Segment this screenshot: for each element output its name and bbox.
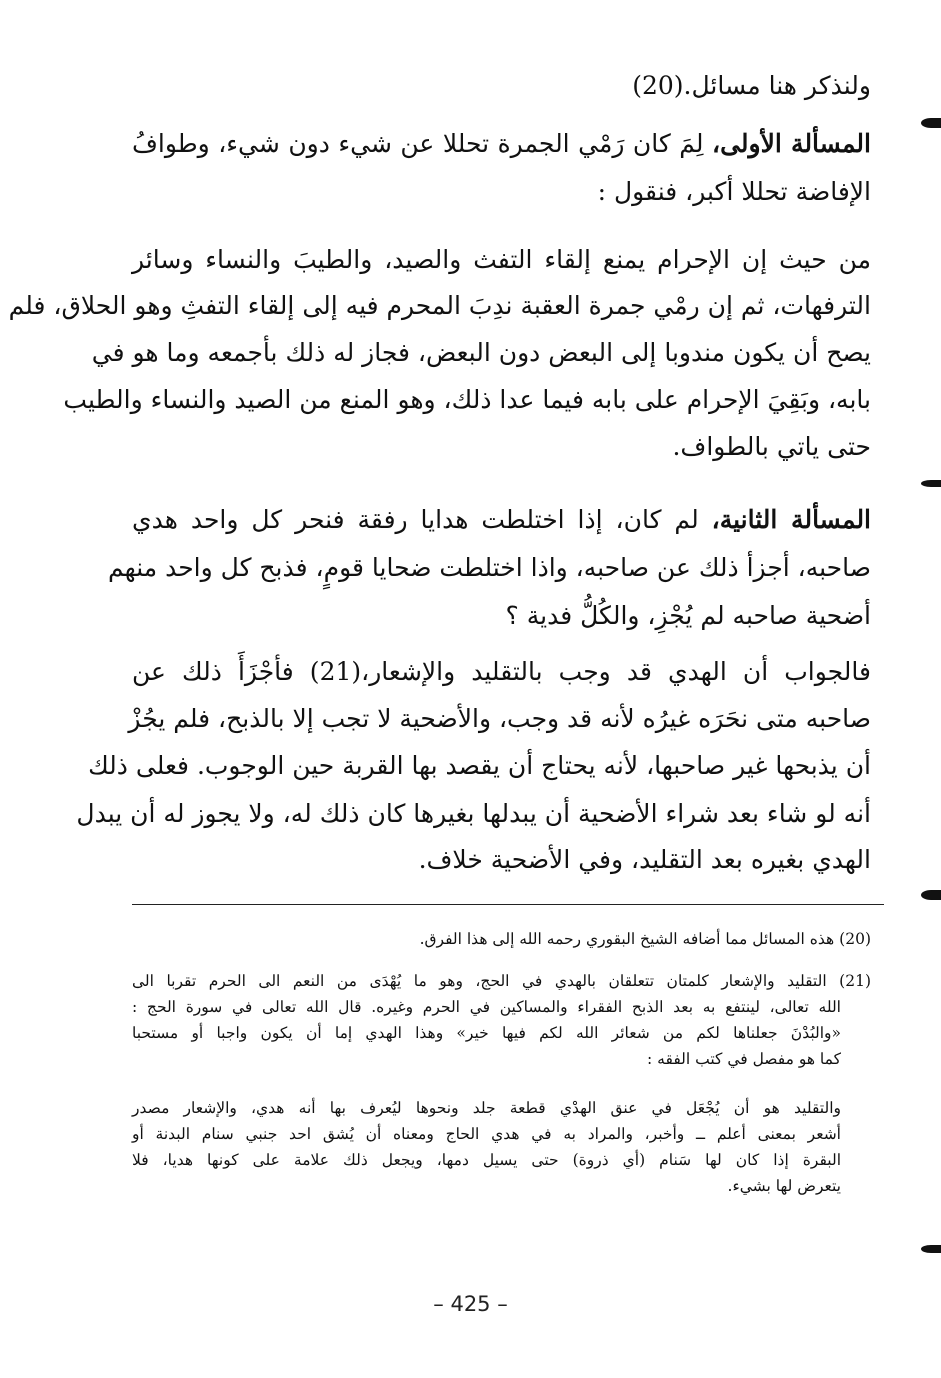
paragraph-2-line-2: الترفهات، ثم إن رمْي جمرة العقبة ندِبَ المحرم فيه إلى إلقاء التفثِ وهو الحلاق، فلم [8, 291, 871, 320]
question-2-text: لم كان، إذا اختلطت هدايا رفقة فنحر كل واحد هدي [132, 505, 699, 534]
footnote-21-line-8: يتعرض لها بشيء. [727, 1177, 841, 1195]
footnote-21-line-4: كما هو مفصل في كتب الفقه : [647, 1050, 841, 1068]
question-2-line-2: صاحبه، أجزأ ذلك عن صاحبه، واذا اختلطت ضحايا قومٍ، فذبح كل واحد منهم [108, 553, 871, 582]
question-1-text: لِمَ كان رَمْي الجمرة تحللا عن شيء دون شيء، وطوافُ [132, 129, 704, 158]
footnote-21-line-6: أشعر بمعنى أعلم ــ وأخبر، والمراد به في هدي الحاج ومعناه أن يُشق احد جنبي سنام البدنة أو [132, 1125, 841, 1143]
paragraph-2-line-3: يصح أن يكون مندوبا إلى البعض دون البعض، فجاز له ذلك بأجمعه وما هو في [91, 338, 871, 367]
answer-line-2: صاحبه متى نحَرَه غيرُه لأنه قد وجب، والأضحية لا تجب إلا بالذبح، فلم يجُزْ [128, 704, 871, 733]
answer-line-4: أنه لو شاء بعد شراء الأضحية أن يبدلها بغيرها كان ذلك له، ولا يجوز له أن يبدل [76, 799, 871, 828]
footnote-21-line-5: والتقليد هو أن يُجْعَل في عنق الهدْي قطعة جلد ونحوها ليُعرف بها أنه هدي، والإشعار مصدر [132, 1099, 841, 1117]
footnote-21-line-7: البقرة إذا كان لها سَنام (أي ذروة) حتى يسيل دمها، ويجعل ذلك علامة على كونها هديا، فلا [132, 1151, 841, 1169]
question-2-heading: المسألة الثانية، [711, 505, 872, 534]
scan-edge-mark [921, 118, 941, 128]
scan-edge-mark [921, 890, 941, 900]
scan-edge-mark [921, 480, 941, 487]
paragraph-2-line-5: حتى ياتي بالطواف. [672, 432, 871, 461]
question-1-heading: المسألة الأولى، [712, 129, 871, 158]
question-2-line-3: أضحية صاحبه لم يُجْزِ، والكُلُّ فدية ؟ [505, 601, 871, 630]
footnote-21-line-3: «والبُدْنَ جعلناها لكم من شعائر الله لكم فيها خير» وهذا الهدي إما أن يكون واجبا أو مستحبا [132, 1024, 841, 1042]
footnote-21-line-1: (21) التقليد والإشعار كلمتان تتعلقان بالهدي في الحج، وهو ما يُهْدَى من النعم الى الحرم تقربا الى [132, 972, 871, 990]
scan-edge-mark [921, 1245, 941, 1253]
answer-line-1: فالجواب أن الهدي قد وجب بالتقليد والإشعار،(21) فأجْزَأَ ذلك عن [132, 657, 871, 686]
footnote-21-line-2: الله تعالى، لينتفع به بعد الذبح الفقراء والمساكين في الحرم وغيره. قال الله تعالى في سورة الحج : [132, 998, 841, 1016]
footnote-20: (20) هذه المسائل مما أضافه الشيخ البقوري رحمه الله إلى هذا الفرق. [419, 930, 871, 948]
paragraph-2-line-1: من حيث إن الإحرام يمنع إلقاء التفث والصيد، والطيبَ والنساء وسائر [132, 245, 871, 274]
answer-line-5: الهدي بغيره بعد التقليد، وفي الأضحية خلاف. [418, 845, 871, 874]
answer-line-3: أن يذبحها غير صاحبها، لأنه يحتاج أن يقصد بها القربة حين الوجوب. فعلى ذلك [88, 751, 871, 780]
paragraph-2-line-4: بابه، وبَقِيَ الإحرام على بابه فيما عدا ذلك، وهو المنع من الصيد والنساء والطيب [63, 385, 871, 414]
page-number: – 425 – [433, 1292, 508, 1316]
intro-line: ولنذكر هنا مسائل.(20) [632, 71, 871, 100]
question-2-line-1 [132, 498, 871, 542]
question-1-line-2: الإفاضة تحللا أكبر، فنقول : [597, 177, 871, 206]
footnote-separator [132, 904, 884, 905]
question-1-line-1 [132, 122, 871, 166]
